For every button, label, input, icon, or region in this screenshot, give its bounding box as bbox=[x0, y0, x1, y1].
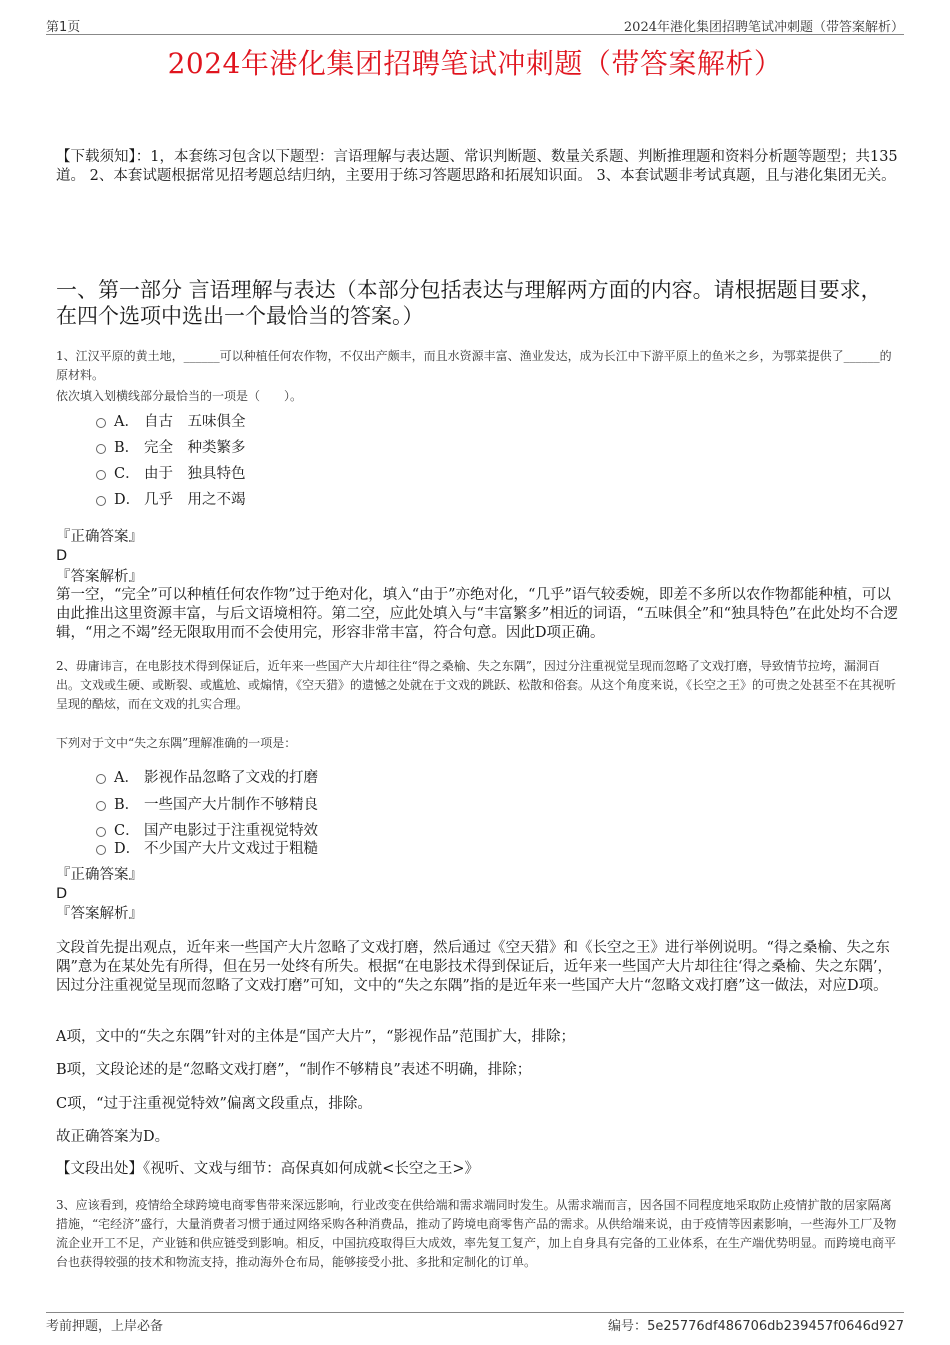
q2-answer-label: 『正确答案』 bbox=[56, 867, 143, 883]
option-letter: D． bbox=[114, 492, 141, 508]
question-1-prompt: 依次填入划横线部分最恰当的一项是（ ）。 bbox=[56, 389, 303, 403]
radio-icon[interactable] bbox=[96, 444, 106, 454]
q1-option-c[interactable] bbox=[96, 462, 246, 483]
option-text: 不少国产大片文戏过于粗糙 bbox=[144, 841, 318, 857]
q1-option-b[interactable] bbox=[96, 436, 246, 457]
option-letter: B． bbox=[114, 797, 140, 813]
q2-analysis-label: 『答案解析』 bbox=[56, 906, 143, 922]
option-text: 完全 种类繁多 bbox=[144, 440, 246, 456]
option-letter: C． bbox=[114, 466, 140, 482]
option-text: 由于 独具特色 bbox=[144, 466, 246, 482]
radio-icon[interactable] bbox=[96, 418, 106, 428]
radio-icon[interactable] bbox=[96, 496, 106, 506]
option-text: 影视作品忽略了文戏的打磨 bbox=[144, 770, 318, 786]
radio-icon[interactable] bbox=[96, 845, 106, 855]
q2-analysis: 文段首先提出观点，近年来一些国产大片忽略了文戏打磨，然后通过《空天猎》和《长空之王》进行举例说明。“得之桑榆、失之东隅”意为在某处先有所得，但在另一处终有所失。根据“在电影技术得到保证后，近年来一些国产大片却往往‘得之桑榆、失之东隅’，因过分注重视觉呈现而忽略了文戏打磨”可知，文中的“失之东隅”指的是近年来一些国产大片“忽略文戏打磨”这一做法，对应D项。 bbox=[56, 940, 893, 994]
footer-code-value: 5e25776df486706db239457f0646d927 bbox=[647, 1319, 904, 1334]
q2-option-c-note: C项，“过于注重视觉特效”偏离文段重点，排除。 bbox=[56, 1096, 372, 1112]
header-doc-title: 2024年港化集团招聘笔试冲刺题（带答案解析） bbox=[623, 20, 904, 35]
q2-option-b-note: B项，文段论述的是“忽略文戏打磨”，“制作不够精良”表述不明确，排除； bbox=[56, 1062, 532, 1078]
document-title: 2024年港化集团招聘笔试冲刺题（带答案解析） bbox=[167, 47, 783, 80]
page-header bbox=[46, 14, 904, 35]
option-text: 一些国产大片制作不够精良 bbox=[144, 797, 318, 813]
q2-option-a-note: A项，文中的“失之东隅”针对的主体是“国产大片”，“影视作品”范围扩大，排除； bbox=[56, 1029, 575, 1045]
q1-answer-label: 『正确答案』 bbox=[56, 529, 143, 545]
question-3-stem: 3、应该看到，疫情给全球跨境电商零售带来深远影响，行业改变在供给端和需求端同时发生。从需求端而言，因各国不同程度地采取防止疫情扩散的居家隔离措施，“宅经济”盛行，大量消费者习惯于通过网络采购各种消费品，推动了跨境电商零售产品的需求。从供给端来说，由于疫情等因素影响，一些海外工厂及物流企业开工不足，产业链和供应链受到影响。相反，中国抗疫取得巨大成效，率先复工复产，加上自身具有完备的工业体系，在生产端优势明显。而跨境电商平台也获得较强的技术和物流支持，推动海外仓布局，能够接受小批、多批和定制化的订单。 bbox=[56, 1198, 897, 1269]
q1-option-a[interactable] bbox=[96, 410, 246, 431]
q2-option-d[interactable] bbox=[96, 837, 318, 858]
radio-icon[interactable] bbox=[96, 827, 106, 837]
option-text: 自古 五味俱全 bbox=[144, 414, 246, 430]
option-text: 国产电影过于注重视觉特效 bbox=[144, 823, 318, 839]
q1-analysis-label: 『答案解析』 bbox=[56, 569, 143, 585]
page-number: 第1页 bbox=[46, 20, 81, 35]
page-footer bbox=[46, 1312, 904, 1334]
radio-icon[interactable] bbox=[96, 801, 106, 811]
q1-answer: D bbox=[56, 548, 68, 564]
q1-analysis: 第一空，“完全”可以种植任何农作物”过于绝对化，填入“由于”亦绝对化，“几乎”语气较委婉，即差不多所以农作物都能种植，可以由此推出这里资源丰富，与后文语境相符。第二空，应此处填入与“丰富繁多”相近的词语，“五味俱全”和“独具特色”在此处均不合逻辑，“用之不竭”经无限取用而不会使用完，形容非常丰富，符合句意。因此D项正确。 bbox=[56, 587, 898, 641]
section-title: 一、第一部分 言语理解与表达（本部分包括表达与理解两方面的内容。请根据题目要求，在四个选项中选出一个最恰当的答案。） bbox=[56, 278, 882, 328]
q2-conclusion: 故正确答案为D。 bbox=[56, 1129, 170, 1145]
footer-code-label: 编号： bbox=[608, 1319, 648, 1334]
option-letter: A． bbox=[114, 414, 139, 430]
q1-option-d[interactable] bbox=[96, 488, 246, 509]
footer-slogan: 考前押题，上岸必备 bbox=[46, 1319, 164, 1334]
option-letter: B． bbox=[114, 440, 140, 456]
q2-source: 【文段出处】《视听、文戏与细节：高保真如何成就<长空之王>》 bbox=[56, 1161, 480, 1177]
radio-icon[interactable] bbox=[96, 470, 106, 480]
question-2-prompt: 下列对于文中“失之东隅”理解准确的一项是： bbox=[56, 736, 297, 750]
q2-answer: D bbox=[56, 886, 68, 902]
option-letter: D． bbox=[114, 841, 141, 857]
option-text: 几乎 用之不竭 bbox=[144, 492, 246, 508]
option-letter: A． bbox=[114, 770, 139, 786]
footer-code bbox=[608, 1315, 904, 1334]
download-notice: 【下载须知】：1，本套练习包含以下题型：言语理解与表达题、常识判断题、数量关系题、判断推理题和资料分析题等题型；共135道。 2、本套试题根据常见招考题总结归纳，主要用于练习答题思路和拓展知识面。 3、本套试题非考试真题，且与港化集团无关。 bbox=[56, 149, 898, 184]
q2-option-b[interactable] bbox=[96, 793, 318, 814]
radio-icon[interactable] bbox=[96, 774, 106, 784]
option-letter: C． bbox=[114, 823, 140, 839]
question-1-stem: 1、江汉平原的黄土地，______可以种植任何农作物，不仅出产颇丰，而且水资源丰富、渔业发达，成为长江中下游平原上的鱼米之乡，为鄂菜提供了______的原材料。 bbox=[56, 349, 892, 382]
question-2-stem: 2、毋庸讳言，在电影技术得到保证后，近年来一些国产大片却往往“得之桑榆、失之东隅”，因过分注重视觉呈现而忽略了文戏打磨，导致情节拉垮，漏洞百出。文戏或生硬、或断裂、或尴尬、或煽情，《空天猎》的遗憾之处就在于文戏的跳跃、松散和俗套。从这个角度来说，《长空之王》的可贵之处甚至不在其视听呈现的酷炫，而在文戏的扎实合理。 bbox=[56, 659, 897, 711]
q2-option-a[interactable] bbox=[96, 766, 318, 787]
